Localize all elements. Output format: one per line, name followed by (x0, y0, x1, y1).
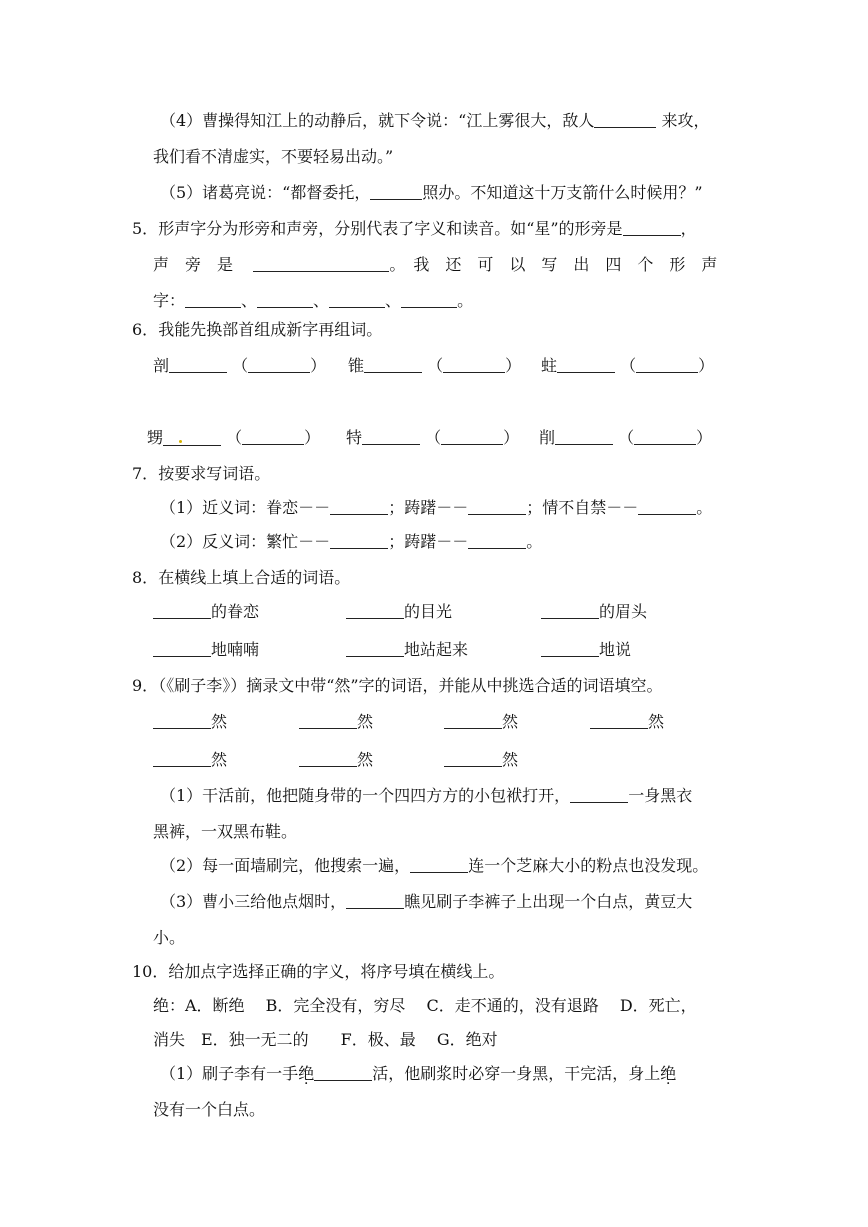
q5-line3: 字： 、 、 、 。 (153, 291, 474, 310)
answer-blank[interactable] (555, 428, 613, 445)
answer-blank[interactable] (623, 219, 681, 236)
answer-blank[interactable] (444, 750, 502, 767)
answer-blank[interactable] (169, 356, 227, 373)
q9-s1-line2: 黑裤，一双黑布鞋。 (153, 822, 298, 841)
q9-s3-line2: 小。 (153, 928, 186, 947)
answer-blank[interactable] (153, 712, 211, 729)
answer-blank[interactable] (634, 428, 696, 445)
answer-blank[interactable] (329, 291, 385, 308)
q7-line2: （2）反义词：繁忙－－ ；踌躇－－ 。 (160, 532, 543, 551)
answer-blank[interactable] (590, 712, 648, 729)
answer-blank[interactable] (346, 602, 404, 619)
answer-blank[interactable] (314, 1064, 372, 1081)
q10-s1-line1: （1）刷子李有一手绝 活，他刷浆时必穿一身黑，干完活，身上绝 (160, 1064, 677, 1083)
answer-blank[interactable] (557, 356, 615, 373)
q5-line2: 声 旁 是 。 我 还 可 以 写 出 四 个 形 声 (153, 255, 718, 274)
answer-blank[interactable] (330, 498, 388, 515)
q9-item: 然 (444, 711, 518, 733)
q6-row2 (147, 427, 747, 449)
q9-item: 然 (153, 749, 227, 771)
q6-group: 削 （ ） (539, 428, 713, 447)
q4-item4-line2: 我们看不清虚实，不要轻易出动。” (153, 147, 394, 166)
answer-blank[interactable] (410, 856, 468, 873)
q9-item: 然 (299, 711, 373, 733)
answer-blank[interactable] (441, 428, 503, 445)
q10-s1-line2: 没有一个白点。 (153, 1100, 266, 1119)
answer-blank[interactable] (346, 892, 404, 909)
answer-blank[interactable] (444, 712, 502, 729)
q9-item: 然 (153, 711, 227, 733)
q7-line1: （1）近义词：眷恋－－ ；踌躇－－ ；情不自禁－－ 。 (160, 498, 713, 517)
answer-blank[interactable] (330, 532, 388, 549)
answer-blank[interactable] (468, 498, 526, 515)
answer-blank[interactable] (346, 640, 404, 657)
q8-row1 (153, 601, 753, 623)
answer-blank[interactable] (541, 602, 599, 619)
answer-blank[interactable] (364, 356, 422, 373)
q10-options-line2: 消失 E．独一无二的 F．极、最 G．绝对 (153, 1030, 498, 1049)
q6-group: 锥 （ ） (348, 356, 522, 375)
q6-group: 蛀 （ ） (541, 356, 715, 375)
q8-title: 8．在横线上填上合适的词语。 (132, 568, 351, 587)
q9-s1-line1: （1）干活前，他把随身带的一个四四方方的小包袱打开， 一身黑衣 (160, 786, 693, 805)
answer-blank[interactable] (370, 183, 422, 200)
q10-options-line1: 绝：A．断绝 B．完全没有，穷尽 C．走不通的，没有退路 D．死亡， (153, 996, 697, 1015)
answer-blank[interactable] (242, 428, 304, 445)
yellow-mark (179, 440, 182, 443)
answer-blank[interactable] (257, 291, 313, 308)
q9-item: 然 (590, 711, 664, 733)
q8-row2 (153, 639, 753, 661)
answer-blank[interactable] (541, 640, 599, 657)
q8-item: 地站起来 (346, 639, 468, 661)
q9-s3-line1: （3）曹小三给他点烟时， 瞧见刷子李裤子上出现一个白点，黄豆大 (160, 892, 693, 911)
q4-item4-line1: （4）曹操得知江上的动静后，就下令说：“江上雾很大，敌人 来攻， (160, 111, 710, 130)
q6-group: 特 （ ） (346, 428, 520, 447)
answer-blank[interactable] (299, 750, 357, 767)
q6-group: 剖 （ ） (153, 356, 327, 375)
answer-blank[interactable] (153, 602, 211, 619)
q9-s2-line: （2）每一面墙刷完，他搜索一遍， 连一个芝麻大小的粉点也没发现。 (160, 856, 709, 875)
q8-item: 地说 (541, 639, 631, 661)
answer-blank[interactable] (594, 111, 656, 128)
answer-blank[interactable] (163, 429, 221, 446)
answer-blank[interactable] (153, 640, 211, 657)
dotted-character: 绝 (298, 1064, 315, 1083)
answer-blank[interactable] (468, 532, 526, 549)
q8-item: 的眷恋 (153, 601, 259, 623)
q10-title: 10．给加点字选择正确的字义，将序号填在横线上。 (132, 962, 505, 981)
answer-blank[interactable] (153, 750, 211, 767)
q9-row2 (153, 749, 753, 771)
dotted-character: 绝 (660, 1064, 677, 1083)
q9-item: 然 (444, 749, 518, 771)
answer-blank[interactable] (362, 428, 420, 445)
q9-row1 (153, 711, 753, 733)
answer-blank[interactable] (185, 291, 241, 308)
answer-blank[interactable] (253, 255, 389, 272)
q9-title: 9．（《刷子李》）摘录文中带“然”字的词语，并能从中挑选合适的词语填空。 (132, 676, 663, 695)
q8-item: 的眉头 (541, 601, 647, 623)
q8-item: 的目光 (346, 601, 452, 623)
q5-line1: 5．形声字分为形旁和声旁，分别代表了字义和读音。如“星”的形旁是 ， (132, 219, 697, 238)
q4-item5-line: （5）诸葛亮说：“都督委托， 照办。不知道这十万支箭什么时候用？” (160, 183, 703, 202)
answer-blank[interactable] (443, 356, 505, 373)
answer-blank[interactable] (636, 356, 698, 373)
q6-group: 甥 （ ） (147, 428, 321, 447)
q6-title: 6．我能先换部首组成新字再组词。 (132, 320, 383, 339)
answer-blank[interactable] (248, 356, 310, 373)
q8-item: 地喃喃 (153, 639, 259, 661)
q7-title: 7．按要求写词语。 (132, 464, 271, 483)
answer-blank[interactable] (638, 498, 696, 515)
answer-blank[interactable] (570, 786, 628, 803)
q9-item: 然 (299, 749, 373, 771)
q6-row1 (153, 355, 753, 377)
answer-blank[interactable] (401, 291, 457, 308)
answer-blank[interactable] (299, 712, 357, 729)
